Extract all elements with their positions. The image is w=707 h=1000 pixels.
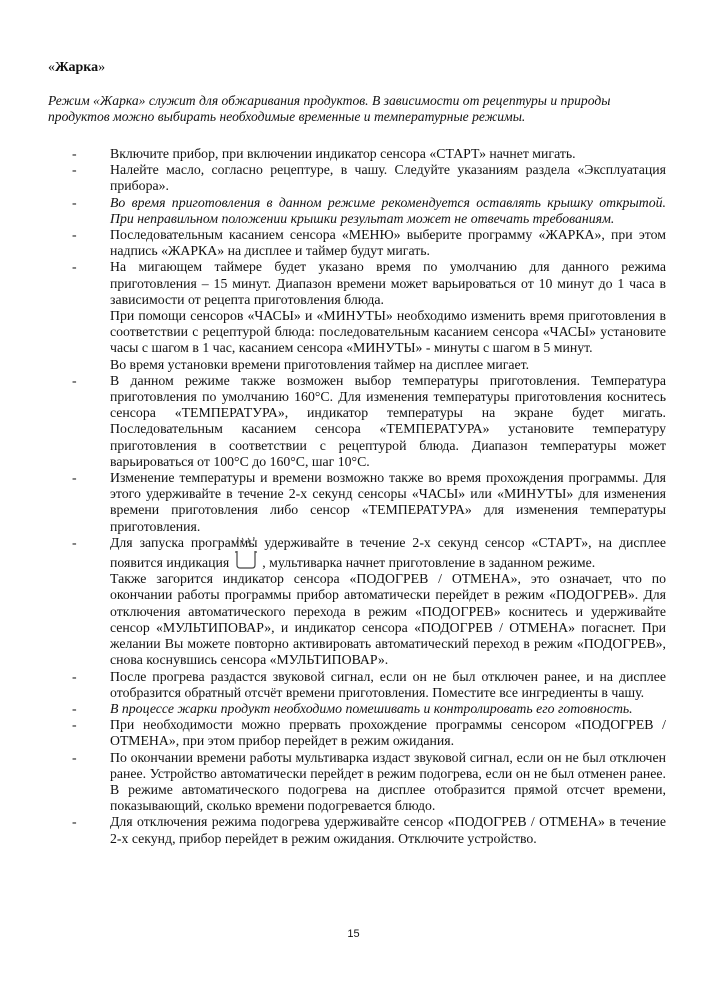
list-item-text: , мультиварка начнет приготовление в заданном режиме. [262, 555, 596, 571]
list-item-text: В процессе жарки продукт необходимо помешивать и контролировать его готовность. [110, 700, 633, 716]
cooking-pot-icon [233, 551, 259, 569]
list-item-text: В данном режиме также возможен выбор температуры приготовления. Температура приготовления по умолчанию 160°С. Для изменения температуры приготовления коснитесь сенсора «ТЕМПЕРАТУРА», индикатор температуры на экране будет мигать. Последовательным касанием сенсора «ТЕМПЕРАТУРА» установите температуру приготовления в соответствии с рецептурой блюда. Диапазон температуры может варьироваться от 100°С до 160°С, шаг 10°С. [110, 372, 666, 469]
list-item-text: Во время приготовления в данном режиме рекомендуется оставлять крышку открытой. При неправильном положении крышки результат может не отвечать требованиям. [110, 194, 666, 226]
bullet-dash: - [72, 146, 77, 161]
bullet-dash: - [72, 717, 77, 733]
title-close-quote: » [98, 60, 106, 75]
list-item [0, 669, 707, 701]
list-item-text: При помощи сенсоров «ЧАСЫ» и «МИНУТЫ» необходимо изменить время приготовления в соответствии с рецептурой блюда: последовательным касанием сенсора «ЧАСЫ» установите часы с шагом в 1 час, касанием сенсора «МИНУТЫ» - минуты с шагом в 5 минут. [110, 308, 666, 356]
list-item-text: Включите прибор, при включении индикатор сенсора «СТАРТ» начнет мигать. [110, 146, 576, 161]
bullet-dash: - [72, 470, 77, 486]
list-item [0, 470, 707, 535]
bullet-dash: - [72, 372, 77, 388]
title-text: Жарка [55, 60, 99, 75]
list-item-text: На мигающем таймере будет указано время по умолчанию для данного режима приготовления – 15 минут. Диапазон времени может варьироваться от 10 минут до 1 часа в зависимости от рецепта приготовления блюда. [110, 259, 666, 307]
list-item [0, 701, 707, 717]
list-item-text: Налейте масло, согласно рецептуре, в чашу. Следуйте указаниям раздела «Эксплуатация прибора». [110, 162, 666, 194]
bullet-dash: - [72, 668, 77, 684]
list-item-text: Также загорится индикатор сенсора «ПОДОГРЕВ / ОТМЕНА», это означает, что по окончании работы программы прибор автоматически перейдет в режим «ПОДОГРЕВ». Для отключения автоматического перехода в режим «ПОДОГРЕВ» коснитесь и удерживайте сенсор «МУЛЬТИПОВАР», и индикатор сенсора «ПОДОГРЕВ / ОТМЕНА» погаснет. При желании Вы можете повторно активировать автоматический переход в режим «ПОДОГРЕВ», снова коснувшись сенсора «МУЛЬТИПОВАР». [110, 571, 666, 668]
intro-paragraph: Режим «Жарка» служит для обжаривания продуктов. В зависимости от рецептуры и природы продуктов можно выбирать необходимые временные и температурные режимы. [48, 93, 611, 124]
list-item-text: Во время установки времени приготовления таймер на дисплее мигает. [110, 356, 530, 372]
list-item [0, 535, 707, 571]
list-item [0, 195, 707, 227]
page-number: 15 [347, 928, 360, 940]
list-item [0, 717, 707, 749]
list-item-continuation [0, 571, 707, 668]
list-item [0, 373, 707, 470]
list-item [0, 227, 707, 259]
bullet-dash: - [72, 700, 77, 716]
list-item-text: После прогрева раздастся звуковой сигнал, если он не был отключен ранее, и на дисплее отобразится обратный отсчёт времени приготовления. Поместите все ингредиенты в чашу. [110, 668, 666, 700]
bullet-dash: - [72, 227, 77, 243]
bullet-dash: - [72, 814, 77, 830]
list-item [0, 146, 707, 162]
bullet-dash: - [72, 534, 77, 550]
list-item-text: Для отключения режима подогрева удерживайте сенсор «ПОДОГРЕВ / ОТМЕНА» в течение 2-х секунд, прибор перейдет в режим ожидания. Отключите устройство. [110, 814, 666, 846]
section-title [48, 60, 105, 76]
bullet-dash: - [72, 162, 77, 178]
list-item-text: При необходимости можно прервать прохождение программы сенсором «ПОДОГРЕВ / ОТМЕНА», при этом прибор перейдет в режим ожидания. [110, 717, 666, 749]
list-item-continuation [0, 308, 707, 357]
list-item-text: По окончании времени работы мультиварка издаст звуковой сигнал, если он не был отключен ранее. Устройство автоматически перейдет в режим подогрева, если он не был отменен ранее. В режиме автоматического подогрева на дисплее отобразится прямой отсчет времени, показывающий, сколько времени подогревается блюдо. [110, 749, 666, 814]
bullet-dash: - [72, 749, 77, 765]
instruction-list [0, 146, 707, 847]
list-item [0, 259, 707, 308]
list-item [0, 814, 707, 846]
bullet-dash: - [72, 194, 77, 210]
list-item-text: Изменение температуры и времени возможно также во время прохождения программы. Для этого удерживайте в течение 2-х секунд сенсоры «ЧАСЫ» или «МИНУТЫ» для изменения времени приготовления либо сенсор «ТЕМПЕРАТУРА» для изменения температуры приготовления. [110, 470, 666, 534]
list-item [0, 162, 707, 194]
list-item-text: Последовательным касанием сенсора «МЕНЮ» выберите программу «ЖАРКА», при этом надпись «ЖАРКА» на дисплее и таймер будут мигать. [110, 227, 666, 259]
list-item [0, 750, 707, 815]
list-item-continuation [0, 357, 707, 373]
bullet-dash: - [72, 259, 77, 275]
list-item-text: Для запуска программы удерживайте в течение 2-х секунд сенсор «СТАРТ», на дисплее появится индикация [110, 534, 666, 571]
title-open-quote: « [48, 60, 55, 75]
